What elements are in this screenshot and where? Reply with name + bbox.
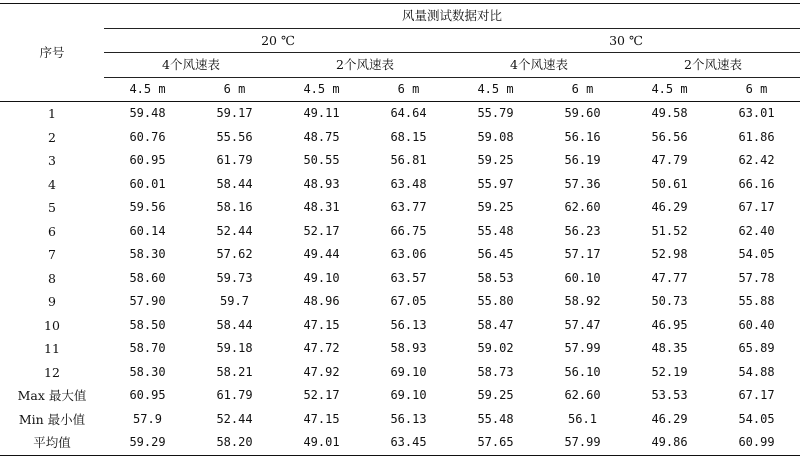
table-cell: 46.29: [651, 411, 688, 426]
table-cell: 58.21: [216, 364, 253, 379]
table-cell: 50.61: [651, 176, 688, 191]
table-cell: 57.17: [564, 247, 601, 261]
table-row: [0, 173, 800, 197]
table-cell: 62.60: [564, 200, 601, 214]
table-cell: 68.15: [390, 129, 427, 144]
table-cell: 62.60: [564, 388, 601, 402]
table-row: [0, 243, 800, 267]
table-cell: 57.78: [738, 270, 775, 285]
table-cell: 59.48: [129, 106, 166, 120]
table-cell: 47.72: [303, 341, 340, 355]
table-cell: 58.53: [477, 270, 514, 285]
table-cell: 63.57: [390, 270, 427, 285]
table-cell: 63.06: [390, 247, 427, 261]
table-cell: 60.40: [738, 317, 775, 332]
table-cell: 62.42: [738, 153, 775, 167]
table-cell: 60.95: [129, 388, 166, 402]
table-cell: 59.25: [477, 388, 514, 402]
table-cell: 58.44: [216, 176, 253, 191]
table-cell: 56.13: [390, 317, 427, 332]
table-cell: 55.48: [477, 223, 514, 238]
table-cell: 67.17: [738, 200, 775, 214]
table-cell: 52.17: [303, 223, 340, 238]
table-row: [0, 384, 800, 408]
table-cell: 59.29: [104, 431, 191, 455]
table-cell: 50.73: [651, 294, 688, 308]
table-header: [0, 4, 800, 102]
table-cell: 61.79: [216, 388, 253, 402]
row-label: 8: [48, 270, 56, 286]
table-cell: 47.77: [651, 270, 688, 285]
table-cell: 60.01: [129, 176, 166, 191]
table-cell: 67.05: [390, 294, 427, 308]
row-label: 9: [48, 294, 56, 309]
table-cell: 52.17: [303, 388, 340, 402]
table-cell: 53.53: [651, 388, 688, 402]
table-cell: 65.89: [738, 341, 775, 355]
temp-header-30: 30 ℃: [452, 28, 800, 53]
table-cell: 47.15: [303, 411, 340, 426]
table-cell: 59.60: [564, 106, 601, 120]
table-cell: 58.60: [129, 270, 166, 285]
table-cell: 63.77: [390, 200, 427, 214]
sub-header: 4.5 m: [626, 77, 713, 102]
table-cell: 47.79: [651, 153, 688, 167]
row-label: Max 最大值: [17, 388, 87, 403]
table-cell: 58.30: [129, 247, 166, 261]
table-cell: 66.75: [390, 223, 427, 238]
table-row: [0, 408, 800, 432]
index-header: 序号: [0, 4, 104, 102]
table-cell: 59.7: [220, 294, 249, 308]
sub-header: 4.5 m: [278, 77, 365, 102]
row-label: 11: [44, 341, 60, 356]
table-cell: 58.47: [477, 317, 514, 332]
sub-header: 4.5 m: [452, 77, 539, 102]
table-cell: 56.16: [564, 129, 601, 144]
group-header-2-meters-20: 2个风速表: [278, 53, 452, 78]
table-cell: 57.65: [452, 431, 539, 455]
table-cell: 46.29: [651, 200, 688, 214]
table-cell: 62.40: [738, 223, 775, 238]
table-cell: 69.10: [390, 364, 427, 379]
row-label: 5: [48, 200, 56, 215]
row-label: 6: [48, 223, 56, 239]
table-cell: 57.9: [133, 411, 162, 426]
table-cell: 57.99: [539, 431, 626, 455]
table-cell: 54.88: [738, 364, 775, 379]
table-cell: 51.52: [651, 223, 688, 238]
row-label: 4: [48, 176, 56, 192]
sub-header: 4.5 m: [104, 77, 191, 102]
table-cell: 48.93: [303, 176, 340, 191]
table-cell: 58.16: [216, 200, 253, 214]
table-cell: 58.73: [477, 364, 514, 379]
row-label: 3: [48, 153, 56, 168]
sub-header: 6 m: [191, 77, 278, 102]
table-cell: 56.19: [564, 153, 601, 167]
table-cell: 60.76: [129, 129, 166, 144]
table-cell: 49.44: [303, 247, 340, 261]
table-cell: 48.35: [651, 341, 688, 355]
table-cell: 52.44: [216, 411, 253, 426]
sub-header: 6 m: [539, 77, 626, 102]
table-cell: 57.47: [564, 317, 601, 332]
table-row: [0, 149, 800, 173]
table-cell: 48.96: [303, 294, 340, 308]
table-cell: 59.17: [216, 106, 253, 120]
table-row: [0, 196, 800, 220]
table-cell: 56.45: [477, 247, 514, 261]
table-cell: 47.92: [303, 364, 340, 379]
table-body: [0, 102, 800, 456]
table-row: [0, 102, 800, 126]
table-cell: 60.10: [564, 270, 601, 285]
table-cell: 55.97: [477, 176, 514, 191]
table-cell: 60.99: [713, 431, 800, 455]
table-cell: 60.14: [129, 223, 166, 238]
table-cell: 49.01: [278, 431, 365, 455]
table-cell: 61.79: [216, 153, 253, 167]
temp-header-20: 20 ℃: [104, 28, 452, 53]
table-cell: 57.62: [216, 247, 253, 261]
table-row: [0, 361, 800, 385]
table-row: [0, 314, 800, 338]
table-cell: 47.15: [303, 317, 340, 332]
table-cell: 46.95: [651, 317, 688, 332]
table-cell: 59.08: [477, 129, 514, 144]
table-cell: 56.56: [651, 129, 688, 144]
table-cell: 58.30: [129, 364, 166, 379]
table-cell: 59.18: [216, 341, 253, 355]
row-label: 10: [44, 317, 60, 333]
group-header-2-meters-30: 2个风速表: [626, 53, 800, 78]
table-cell: 58.92: [564, 294, 601, 308]
sub-header: 6 m: [713, 77, 800, 102]
table-cell: 58.20: [191, 431, 278, 455]
row-label: Min 最小值: [18, 411, 86, 427]
table-cell: 52.98: [651, 247, 688, 261]
table-cell: 52.44: [216, 223, 253, 238]
table-cell: 55.48: [477, 411, 514, 426]
table-cell: 54.05: [738, 247, 775, 261]
table-cell: 55.56: [216, 129, 253, 144]
table-cell: 49.58: [651, 106, 688, 120]
group-header-4-meters-30: 4个风速表: [452, 53, 626, 78]
sub-header: 6 m: [365, 77, 452, 102]
row-label: 2: [48, 129, 56, 145]
table-cell: 59.25: [477, 200, 514, 214]
table-cell: 57.99: [564, 341, 601, 355]
table-cell: 57.90: [129, 294, 166, 308]
table-row: [0, 126, 800, 150]
table-cell: 56.23: [564, 223, 601, 238]
table-cell: 55.80: [477, 294, 514, 308]
table-cell: 58.70: [129, 341, 166, 355]
table-cell: 48.31: [303, 200, 340, 214]
table-cell: 56.13: [390, 411, 427, 426]
table-cell: 54.05: [738, 411, 775, 426]
group-header-4-meters-20: 4个风速表: [104, 53, 278, 78]
row-label: 平均值: [0, 431, 104, 455]
table-cell: 56.1: [568, 411, 597, 426]
table-cell: 63.45: [365, 431, 452, 455]
table-cell: 50.55: [303, 153, 340, 167]
row-label: 12: [44, 364, 60, 380]
table-row: [0, 267, 800, 291]
table-cell: 49.11: [303, 106, 340, 120]
table-cell: 67.17: [738, 388, 775, 402]
table-cell: 56.10: [564, 364, 601, 379]
table-cell: 64.64: [390, 106, 427, 120]
table-cell: 66.16: [738, 176, 775, 191]
table-cell: 55.88: [738, 294, 775, 308]
table-cell: 58.50: [129, 317, 166, 332]
table-cell: 60.95: [129, 153, 166, 167]
table-cell: 49.10: [303, 270, 340, 285]
table-row: [0, 220, 800, 244]
airflow-comparison-table: [0, 3, 800, 456]
table-cell: 58.44: [216, 317, 253, 332]
table-cell: 61.86: [738, 129, 775, 144]
table-cell: 49.86: [626, 431, 713, 455]
main-title-header: 风量测试数据对比: [104, 4, 800, 29]
table-cell: 48.75: [303, 129, 340, 144]
table-cell: 52.19: [651, 364, 688, 379]
table-row: [0, 431, 800, 455]
table-cell: 63.01: [738, 106, 775, 120]
table-row: [0, 290, 800, 314]
table-cell: 69.10: [390, 388, 427, 402]
row-label: 1: [48, 106, 56, 121]
table-cell: 57.36: [564, 176, 601, 191]
table-cell: 59.02: [477, 341, 514, 355]
row-label: 7: [48, 247, 56, 262]
table-cell: 59.25: [477, 153, 514, 167]
table-cell: 63.48: [390, 176, 427, 191]
table-cell: 59.73: [216, 270, 253, 285]
table-cell: 58.93: [390, 341, 427, 355]
table-cell: 56.81: [390, 153, 427, 167]
table-cell: 55.79: [477, 106, 514, 120]
table-row: [0, 337, 800, 361]
table-cell: 59.56: [129, 200, 166, 214]
